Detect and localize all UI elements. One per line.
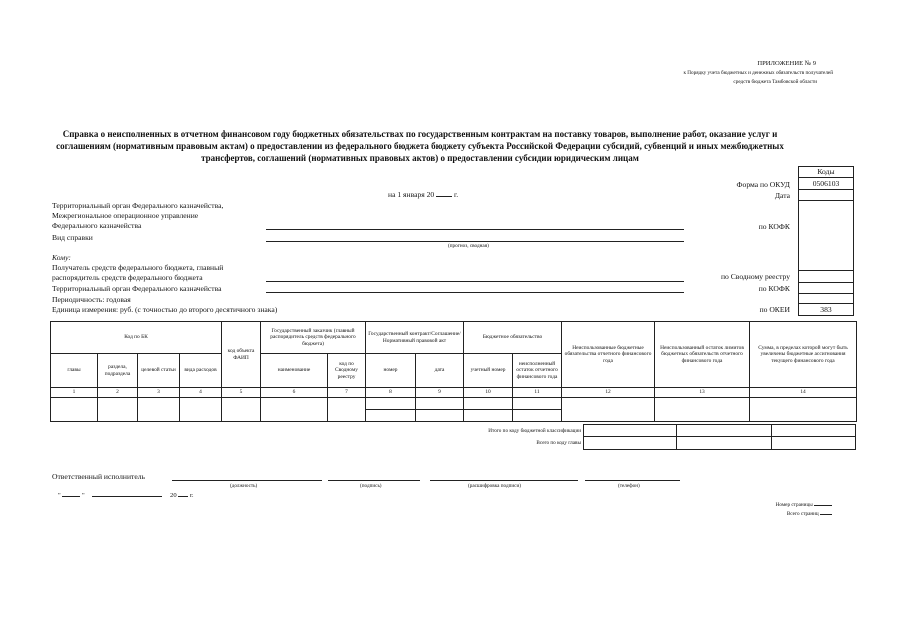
table-row [51,398,857,410]
quote-close: " [82,492,85,499]
vsego-glava-cells [583,436,856,450]
date-line [388,190,458,199]
unit-label: Единица измерения: руб. (с точностью до второго десятичного знака) [52,305,278,314]
recipient-line1: Получатель средств федерального бюджета, главный [52,263,224,272]
col-num: 11 [513,388,562,398]
okud-label: Форма по ОКУД [736,180,790,189]
recipient-line2: распорядитель средств федерального бюджета [52,273,203,282]
vsego-glava-label: Всего по коду главы [536,440,581,446]
org-line3: Федерального казначейства [52,221,142,230]
year-suffix: г. [189,492,194,499]
org-line2: Межрегиональное операционное управление [52,211,199,220]
page-number-text: Номер страницы [775,502,813,508]
nomer-header: номер [366,354,416,388]
celevoy-header: целевой статьи [138,354,180,388]
podpis-hint: (подпись) [360,483,382,489]
responsible-label: Ответственный исполнитель [52,472,145,481]
vida-header: вида расходов [180,354,222,388]
glavy-header: главы [51,354,98,388]
okei-value: 383 [820,305,832,314]
kind-label: Вид справки [52,233,93,242]
page-number-label [776,502,832,508]
appendix-line3: средств бюджета Тамбовской области [733,79,817,85]
kofk-label: по КОФК [758,222,790,231]
kbk-header: Код по БК [51,322,222,354]
period-label: Периодичность: годовая [52,295,131,304]
col13-header: Неиспользованный остаток лимитов бюджетных обязательств отчетного финансового года [655,322,750,388]
date-prefix: на 1 января 20 [388,190,435,199]
col-num: 5 [222,388,261,398]
year-prefix: 20 [170,492,177,499]
contract-header: Государственный контракт/Соглашение/ Нормативный правовой акт [366,322,464,354]
date-label: Дата [774,191,790,200]
col-num: 6 [261,388,328,398]
col-num: 14 [750,388,857,398]
razdela-header: раздела, подраздела [98,354,138,388]
pages-total-text: Всего страниц [786,511,819,517]
rasshifrovka-hint: (расшифровка подписи) [468,483,521,489]
col14-header: Сумма, в пределах которой могут быть увеличены бюджетные ассигнования текущего финансового года [750,322,857,388]
date-signature [58,492,194,499]
appendix-title: ПРИЛОЖЕНИЕ № 9 [757,60,816,67]
org-line1: Территориальный орган Федерального казначейства, [52,201,224,210]
col-num: 13 [655,388,750,398]
col12-header: Неиспользованные бюджетные обязательства отчетного финансового года [562,322,655,388]
uchetny-header: учетный номер [464,354,513,388]
to-label: Кому: [52,253,71,262]
col-num: 3 [138,388,180,398]
telefon-hint: (телефон) [618,483,640,489]
neisp-header: неисполненный остаток отчетного финансового года [513,354,562,388]
kofk2-label: по КОФК [758,284,790,293]
kod-reestr-header: код по Сводному реестру [328,354,366,388]
appendix-line2: к Порядку учета бюджетных и денежных обязательств получателей [683,70,833,76]
budget-ob-header: Бюджетное обязательство [464,322,562,354]
dolzhnost-hint: (должность) [230,483,258,489]
pages-total-label [787,511,832,517]
customer-header: Государственный заказчик (главный распорядитель средств федерального бюджета) [261,322,366,354]
terr-label: Территориальный орган Федерального казначейства [52,284,222,293]
document-title: Справка о неисполненных в отчетном финансовом году бюджетных обязательствах по государственным контрактам на поставку товаров, выполнение работ, оказание услуг и соглашениям (нормативным правовым актам) о предоставлении из федерального бюджета бюджету субъекта Российской Федерации субсидий, субвенций и иных межбюджетных трансфертов, соглашений (нормативных правовых актов) о предоставлении субсидии юридическим лицам [56,129,784,163]
reestr-label: по Сводному реестру [720,272,790,281]
col-num: 10 [464,388,513,398]
kind-hint: (прогноз, сводная) [448,243,489,249]
col-num: 12 [562,388,655,398]
okei-label: по ОКЕИ [759,305,790,314]
okud-value: 0506103 [812,179,840,188]
col-num: 1 [51,388,98,398]
date-suffix: г. [454,190,459,199]
faip-header: код объекта ФАИП [222,322,261,388]
data-header: дата [416,354,464,388]
column-numbers-row [51,388,857,398]
col-num: 4 [180,388,222,398]
obligations-table [50,321,857,422]
col-num: 7 [328,388,366,398]
quote-open: " [58,492,61,499]
naimenovanie-header: наименование [261,354,328,388]
col-num: 2 [98,388,138,398]
codes-header: Коды [817,167,835,176]
col-num: 8 [366,388,416,398]
col-num: 9 [416,388,464,398]
itogo-kbk-label: Итого по коду бюджетной классификации [488,428,581,434]
